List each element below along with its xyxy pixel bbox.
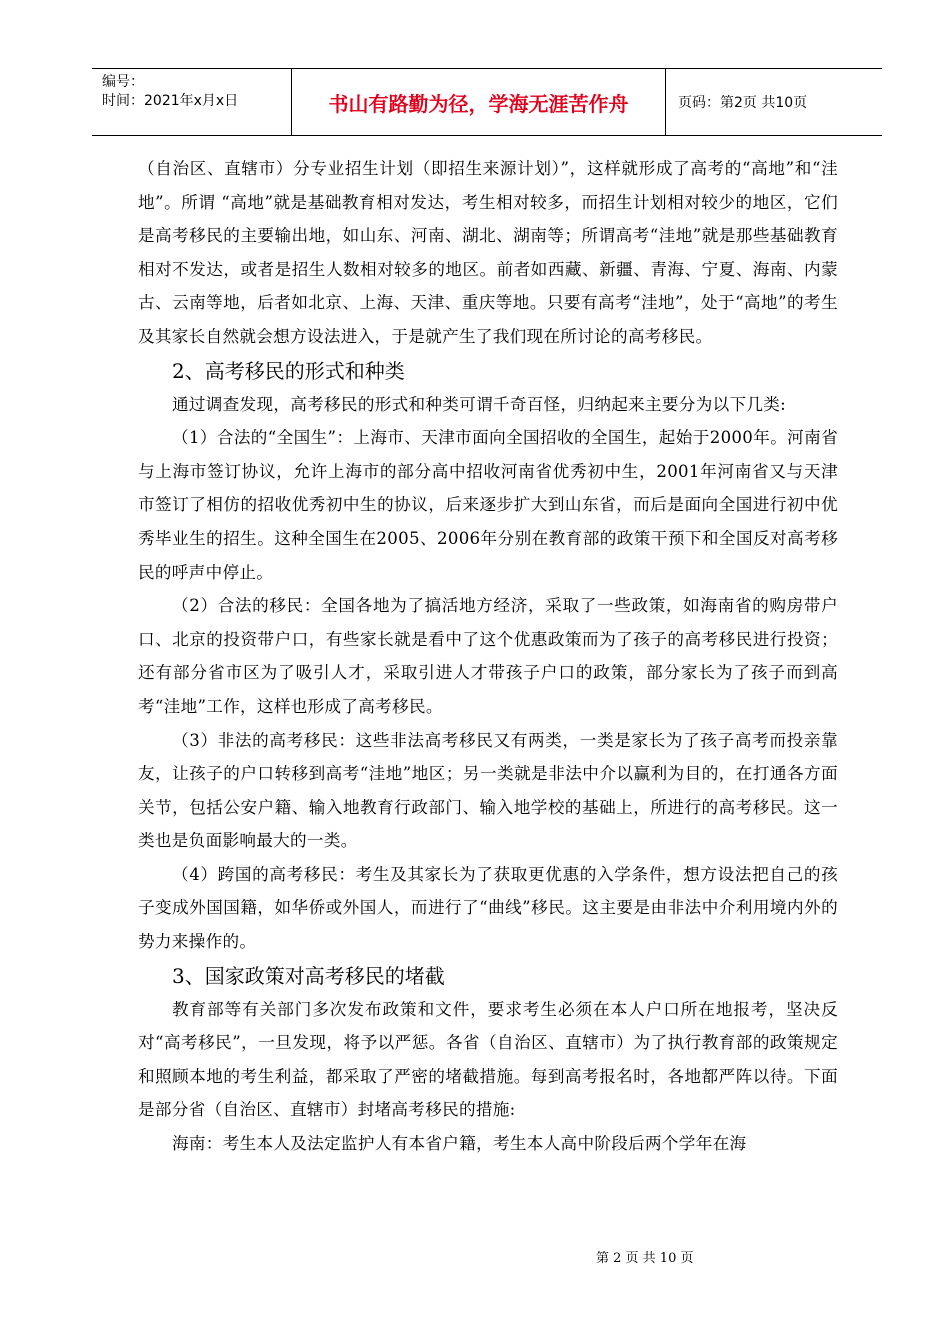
section-heading: 2、高考移民的形式和种类 (172, 358, 405, 383)
header-motto: 书山有路勤为径，学海无涯苦作舟 (292, 69, 666, 135)
body-paragraph: 通过调查发现，高考移民的形式和种类可谓千奇百怪，归纳起来主要分为以下几类: (172, 394, 787, 414)
body-paragraph: （1）合法的“全国生”：上海市、天津市面向全国招收的全国生，起始于2000年。河南省与上海市签订协议，允许上海市的部分高中招收河南省优秀初中生，2001年河南省又与天津市签订了相仿的招收优秀初中生的协议，后来逐步扩大到山东省，而后是面向全国进行初中优秀毕业生的招生。这种全国生在2005、2006年分别在教育部的政策干预下和全国反对高考移民的呼声中停止。 (138, 428, 838, 582)
header-time-label: 时间：2021年x月x日 (102, 93, 239, 109)
body-paragraph: 教育部等有关部门多次发布政策和文件，要求考生必须在本人户口所在地报考，坚决反对“高考移民”，一旦发现，将予以严惩。各省（自治区、直辖市）为了执行教育部的政策规定和照顾本地的考生利益，都采取了严密的堵截措施。每到高考报名时，各地都严阵以待。下面是部分省（自治区、直辖市）封堵高考移民的措施: (138, 999, 838, 1120)
body-paragraph: （自治区、直辖市）分专业招生计划（即招生来源计划）”，这样就形成了高考的“高地”和“洼地”。所谓 “高地”就是基础教育相对发达，考生相对较多，而招生计划相对较少的地区，它们是高考移民的主要输出地，如山东、河南、湖北、湖南等；所谓高考“洼地”就是那些基础教育相对不发达，或者是招生人数相对较多的地区。前者如西藏、新疆、青海、宁夏、海南、内蒙古、云南等地，后者如北京、上海、天津、重庆等地。只要有高考“洼地”，处于“高地”的考生及其家长自然就会想方设法进入，于是就产生了我们现在所讨论的高考移民。 (138, 159, 838, 346)
header-number-label: 编号： (102, 74, 144, 90)
body-paragraph: 海南：考生本人及法定监护人有本省户籍，考生本人高中阶段后两个学年在海 (172, 1134, 747, 1154)
header-meta-cell (92, 69, 292, 135)
body-paragraph: （2）合法的移民：全国各地为了搞活地方经济，采取了一些政策，如海南省的购房带户口、北京的投资带户口，有些家长就是看中了这个优惠政策而为了孩子的高考移民进行投资；还有部分省市区为了吸引人才，采取引进人才带孩子户口的政策，部分家长为了孩子而到高考“洼地”工作，这样也形成了高考移民。 (138, 596, 838, 716)
document-body (138, 152, 838, 1161)
header-page-label: 页码：第2页 共10页 (678, 95, 808, 111)
section-heading: 3、国家政策对高考移民的堵截 (172, 963, 445, 988)
body-paragraph: （3）非法的高考移民：这些非法高考移民又有两类，一类是家长为了孩子高考而投亲靠友，让孩子的户口转移到高考“洼地”地区；另一类就是非法中介以赢利为目的，在打通各方面关节，包括公安户籍、输入地教育行政部门、输入地学校的基础上，所进行的高考移民。这一类也是负面影响最大的一类。 (138, 730, 838, 851)
page-header (92, 68, 882, 136)
page-footer: 第 2 页 共 10 页 (596, 1251, 694, 1266)
body-paragraph: （4）跨国的高考移民：考生及其家长为了获取更优惠的入学条件，想方设法把自己的孩子变成外国国籍，如华侨或外国人，而进行了“曲线”移民。这主要是由非法中介利用境内外的势力来操作的。 (138, 864, 838, 952)
